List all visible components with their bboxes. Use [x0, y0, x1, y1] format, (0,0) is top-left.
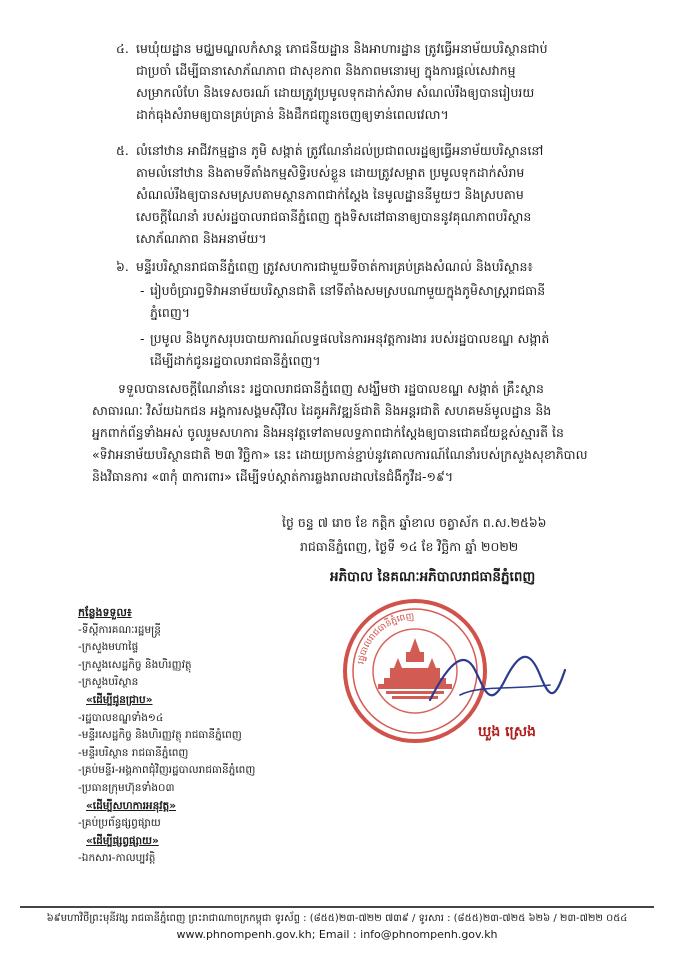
bullet-line: ដើម្បីដាក់ជូនរដ្ឋបាលរាជធានីភ្នំពេញ។: [150, 353, 321, 368]
dash: -: [140, 283, 145, 298]
clause-line: មេឃុំយដ្ឋាន មជ្ឈមណ្ឌលកំសាន្ត ភោជនីយដ្ឋាន និងអាហារដ្ឋាន ត្រូវធ្វើអនាម័យបរិស្ថានជាប់: [136, 41, 548, 56]
clause-line: សំណល់រឹងឲ្យបានសមស្របតាមស្ថានភាពជាក់ស្តែង នៃមូលដ្ឋាននីមួយៗ និងស្របតាម: [136, 187, 524, 202]
recipient-item: -ឯកសារ-កាលប្បវត្តិ: [78, 852, 156, 865]
lunar-date: ថ្ងៃ ចន្ទ ៧ រោច ខែ កត្តិក ឆ្នាំខាល ចត្វាស័ក ព.ស.២៥៦៦: [282, 515, 547, 530]
clause-line: សោភ័ណភាព និងអនាម័យ។: [136, 231, 267, 246]
footer-contact: www.phnompenh.gov.kh; Email : info@phnompenh.gov.kh: [176, 928, 498, 941]
clause-line: មន្ទីរបរិស្ថានរាជធានីភ្នំពេញ ត្រូវសហការជាមួយទីចាត់ការគ្រប់គ្រងសំណល់ និងបរិស្ថាន៖: [136, 259, 533, 274]
footer-divider: [20, 906, 654, 908]
bullet-line: រៀបចំប្រារព្ធទិវាអនាម័យបរិស្ថានជាតិ នៅទីតាំងសមស្របណាមួយក្នុងភូមិសាស្ត្ររាជធានី: [150, 283, 546, 298]
recipients-header: កន្លែងទទួល៖: [78, 606, 132, 619]
recipient-group-label: «ដើម្បីសហការអនុវត្ត»: [86, 799, 177, 812]
recipient-item: -ក្រសួងបរិស្ថាន: [78, 676, 139, 689]
recipient-item: -មន្ទីរបរិស្ថាន រាជធានីភ្នំពេញ: [78, 746, 189, 759]
bullet-line: ភ្នំពេញ។: [150, 305, 190, 320]
paragraph-line: «ទិវាអនាម័យបរិស្ថានជាតិ ២៣ វិច្ឆិកា» នេះ ដោយប្រកាន់ខ្ជាប់នូវគោលការណ៍ណែនាំរបស់ក្រសួងសុខាភិបាល: [92, 447, 588, 462]
recipient-group-label: «ដើម្បីផ្សព្វផ្សាយ»: [86, 834, 159, 847]
solar-date: រាជធានីភ្នំពេញ, ថ្ងៃទី ១៤ ខែ វិច្ឆិកា ឆ្នាំ ២០២២: [300, 539, 519, 554]
closing-paragraph: [92, 378, 640, 488]
paragraph-line: សាធារណៈ វិស័យឯកជន អង្គការសង្គមស៊ីវិល ដៃគូអភិវឌ្ឍន៍ជាតិ និងអន្តរជាតិ សហគមន៍មូលដ្ឋាន និង: [92, 403, 552, 418]
clause-number: ៤.: [116, 41, 129, 56]
clause-number: ៥.: [116, 143, 129, 158]
clause-4: [116, 38, 636, 126]
clause-line: លំនៅឋាន អាជីវកម្មដ្ឋាន ភូមិ សង្កាត់ ត្រូវណែនាំដល់ប្រជាពលរដ្ឋឲ្យធ្វើអនាម័យបរិស្ថាននៅ: [136, 143, 544, 158]
recipient-item: -គ្រប់ប្រព័ន្ធផ្សព្វផ្សាយ: [78, 817, 161, 830]
recipient-group-label: «ដើម្បីជូនជ្រាប»: [86, 693, 153, 706]
paragraph-line: និងវិធានការ «៣កុំ ៣ការពារ» ដើម្បីទប់ស្កាត់ការឆ្លងរាលដាលនៃជំងឺកូវីដ-១៩។: [92, 469, 454, 484]
paragraph-line: ទទួលបានសេចក្តីណែនាំនេះ រដ្ឋបាលរាជធានីភ្នំពេញ សង្ឃឹមថា រដ្ឋបាលខណ្ឌ សង្កាត់ គ្រឹះស្ថាន: [118, 381, 544, 396]
sub-bullet-2: [140, 328, 630, 372]
dash: -: [140, 331, 145, 346]
clause-line: ជាប្រចាំ ដើម្បីធានាសោភ័ណភាព ជាសុខភាព និងភាពមនោរម្យ ក្នុងការផ្តល់សេវាកម្ម: [136, 63, 516, 78]
recipient-item: -ទីស្តីការគណៈរដ្ឋមន្ត្រី: [78, 623, 161, 636]
sub-bullet-1: [140, 280, 630, 324]
recipient-item: -ប្រធានក្រុមហ៊ុនទាំង០៣: [78, 781, 175, 794]
clause-line: តាមលំនៅឋាន និងតាមទីតាំងកម្មសិទ្ធិរបស់ខ្លួន ដោយត្រូវសម្អាត ប្រមូលទុកដាក់សំរាម: [136, 165, 525, 180]
authority-title: អភិបាល នៃគណៈអភិបាលរាជធានីភ្នំពេញ: [330, 569, 536, 585]
clause-number: ៦.: [116, 259, 129, 274]
recipient-item: -គ្រប់មន្ទីរ-អង្គភាពជុំវិញរដ្ឋបាលរាជធានីភ្នំពេញ: [78, 764, 256, 777]
footer-address: ៦៩មហាវិថីព្រះមុនីវង្ស រាជធានីភ្នំពេញ ព្រះរាជាណាចក្រកម្ពុជា ទូរស័ព្ទ : (៨៥៥)២៣-៧២២ ៧៣៩ / ទូរសារ : (៨៥៥)២៣-៧២៥ ៦២៦ / ២៣-៧២២ ០៥៤: [46, 913, 628, 924]
clause-6: [116, 256, 636, 278]
seal-text: រដ្ឋបាលរាជធានីភ្នំពេញ: [356, 611, 415, 665]
recipients-list: [78, 604, 338, 868]
paragraph-line: អ្នកពាក់ព័ន្ធទាំងអស់ ចូលរួមសហការ និងអនុវត្តទៅតាមលទ្ធភាពជាក់ស្តែងឲ្យបានជោគជ័យខ្ពស់ស្មារតី នៃ: [92, 425, 564, 440]
clause-line: សម្រាកលំហែ និងទេសចរណ៍ ដោយត្រូវប្រមូលទុកដាក់សំរាម សំណល់រឹងឲ្យបានរៀបរយ: [136, 85, 535, 100]
clause-line: សេចក្តីណែនាំ របស់រដ្ឋបាលរាជធានីភ្នំពេញ ក្នុងទិសដៅធានាឲ្យបាននូវគុណភាពបរិស្ថាន: [136, 209, 532, 224]
recipient-item: -រដ្ឋបាលខណ្ឌទាំង១៤: [78, 711, 164, 724]
clause-line: ដាក់ធុងសំរាមឲ្យបានគ្រប់គ្រាន់ និងដឹកជញ្ជូនចេញឲ្យទាន់ពេលវេលា។: [136, 107, 449, 122]
signature: [420, 640, 570, 730]
bullet-line: ប្រមូល និងបូកសរុបរបាយការណ៍លទ្ធផលនៃការអនុវត្តការងារ របស់រដ្ឋបាលខណ្ឌ សង្កាត់: [150, 331, 550, 346]
clause-5: [116, 140, 636, 250]
recipient-item: -ក្រសួងមហាផ្ទៃ: [78, 641, 139, 654]
signer-name: ឃួង ស្រេង: [478, 724, 536, 740]
recipient-item: -ក្រសួងសេដ្ឋកិច្ច និងហិរញ្ញវត្ថុ: [78, 658, 192, 671]
recipient-item: -មន្ទីរសេដ្ឋកិច្ច និងហិរញ្ញវត្ថុ រាជធានីភ្នំពេញ: [78, 729, 242, 742]
